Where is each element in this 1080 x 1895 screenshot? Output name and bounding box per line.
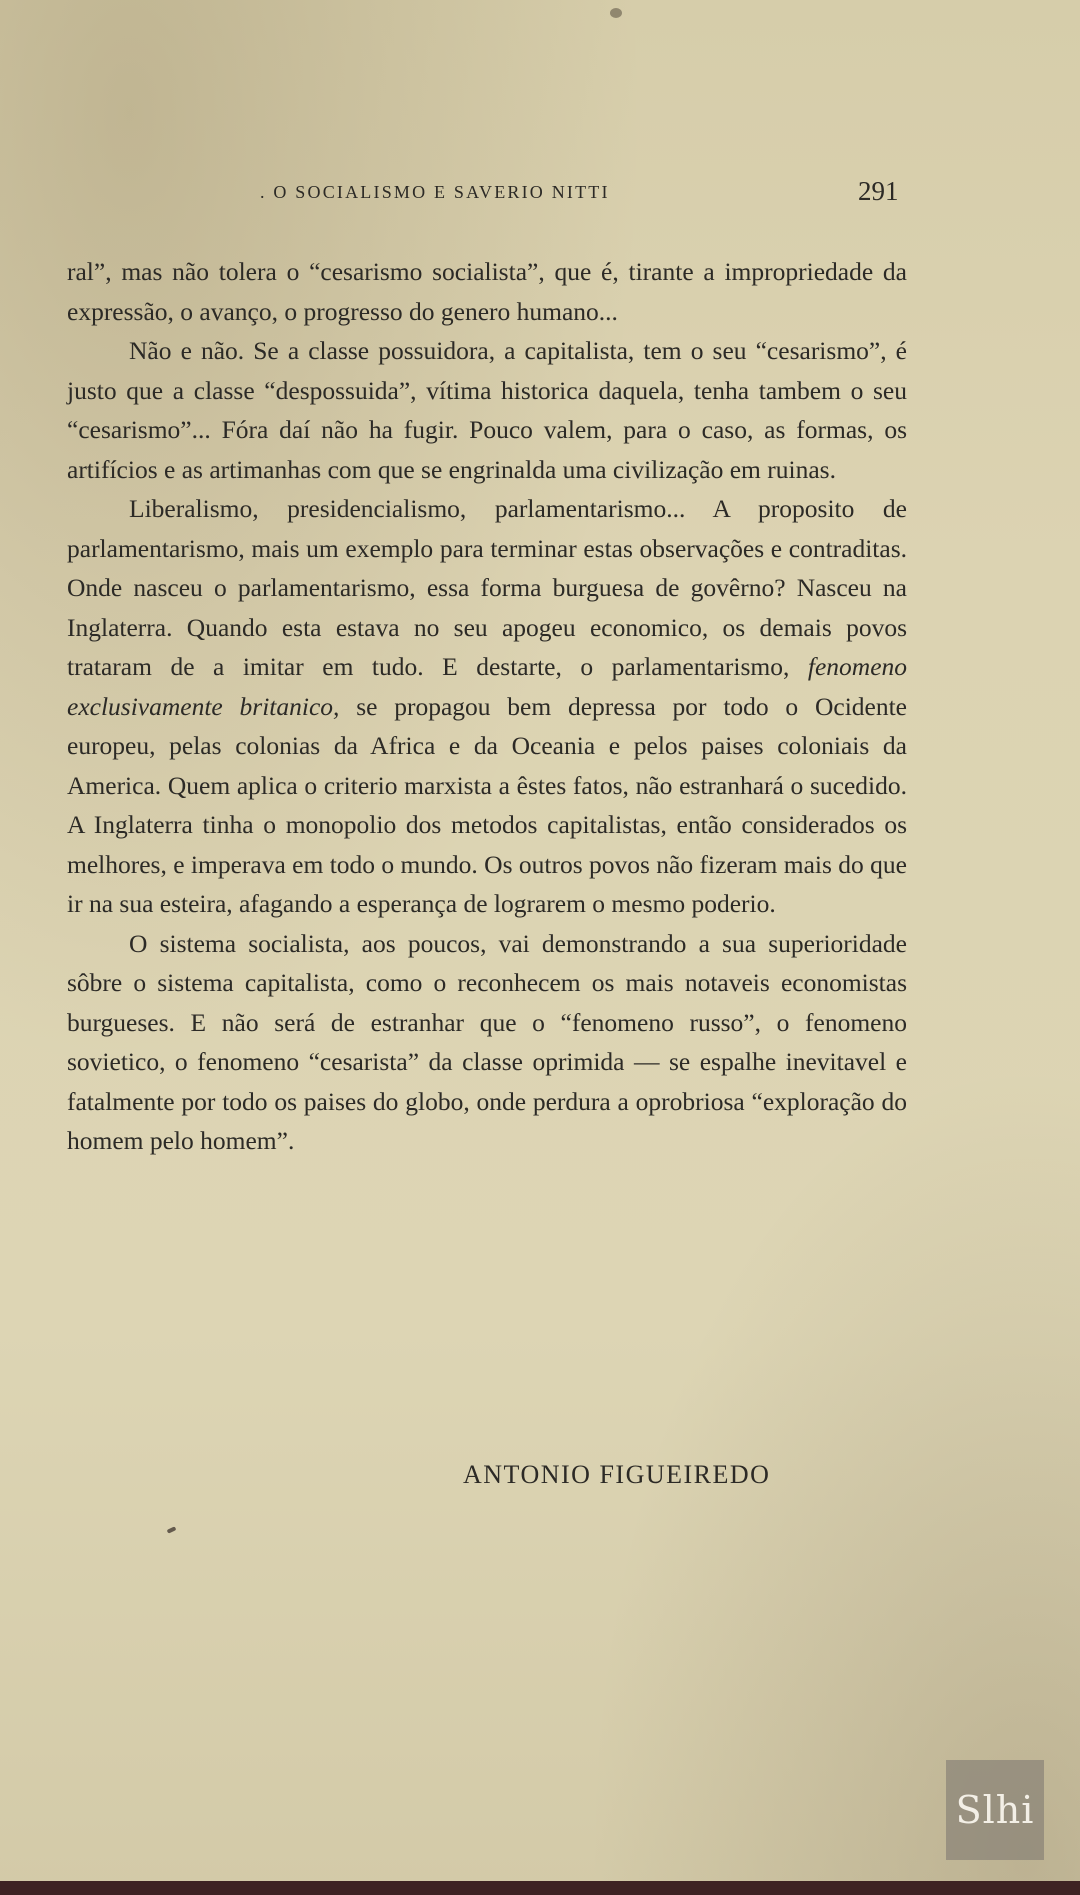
paragraph-2: Não e não. Se a classe possuidora, a capitalista, tem o seu “cesarismo”, é justo que a classe “despossuida”, vítima historica daquela, tenha tambem o seu “cesarismo”... Fóra daí não ha fugir. Pouco valem, para o caso, as formas, os artifícios e as artimanhas com que se engrinalda uma civilização em ruinas.	[67, 336, 907, 484]
logo-text: Slhi	[955, 1788, 1035, 1832]
bottom-edge-strip	[0, 1881, 1080, 1895]
ink-speck	[167, 1526, 177, 1533]
ink-spot	[610, 8, 622, 18]
paragraph-3-text-a: Liberalismo, presidencialismo, parlamentarismo... A proposito de parlamentarismo, mais um exemplo para terminar estas observações e contraditas. Onde nasceu o parlamentarismo, essa forma burguesa de govêrno? Nasceu na Inglaterra. Quando esta estava no seu apogeu economico, os demais povos trataram de a imitar em tudo. E destarte, o parlamentarismo,	[67, 494, 907, 681]
paragraph-3-text-b: se propagou bem depressa por todo o Ocidente europeu, pelas colonias da Africa e da Oceania e pelos paises coloniais da America. Quem aplica o criterio marxista a êstes fatos, não estranhará o sucedido. A Inglaterra tinha o monopolio dos metodos capitalistas, então considerados os melhores, e imperava em todo o mundo. Os outros povos não fizeram mais do que ir na sua esteira, afagando a esperança de lograrem o mesmo poderio.	[67, 691, 907, 918]
paragraph-4: O sistema socialista, aos poucos, vai demonstrando a sua superioridade sôbre o sistema capitalista, como o reconhecem os mais notaveis economistas burgueses. E não será de estranhar que o “fenomeno russo”, o fenomeno sovietico, o fenomeno “cesarista” da classe oprimida — se espalhe inevitavel e fatalmente por todo os paises do globo, onde perdura a oprobriosa “exploração do homem pelo homem”.	[67, 928, 907, 1155]
article-body	[67, 252, 907, 1161]
running-head: . O SOCIALISMO E SAVERIO NITTI	[260, 182, 610, 202]
paragraph-1: ral”, mas não tolera o “cesarismo socialista”, que é, tirante a impropriedade da expressão, o avanço, o progresso do genero humano...	[67, 257, 907, 326]
page-number: 291	[858, 176, 899, 206]
author-signature: ANTONIO FIGUEIREDO	[463, 1460, 771, 1489]
library-logo-icon	[946, 1760, 1044, 1860]
paragraph-3	[67, 489, 907, 924]
italic-phrase: fenomeno exclusivamente britanico,	[67, 652, 908, 721]
